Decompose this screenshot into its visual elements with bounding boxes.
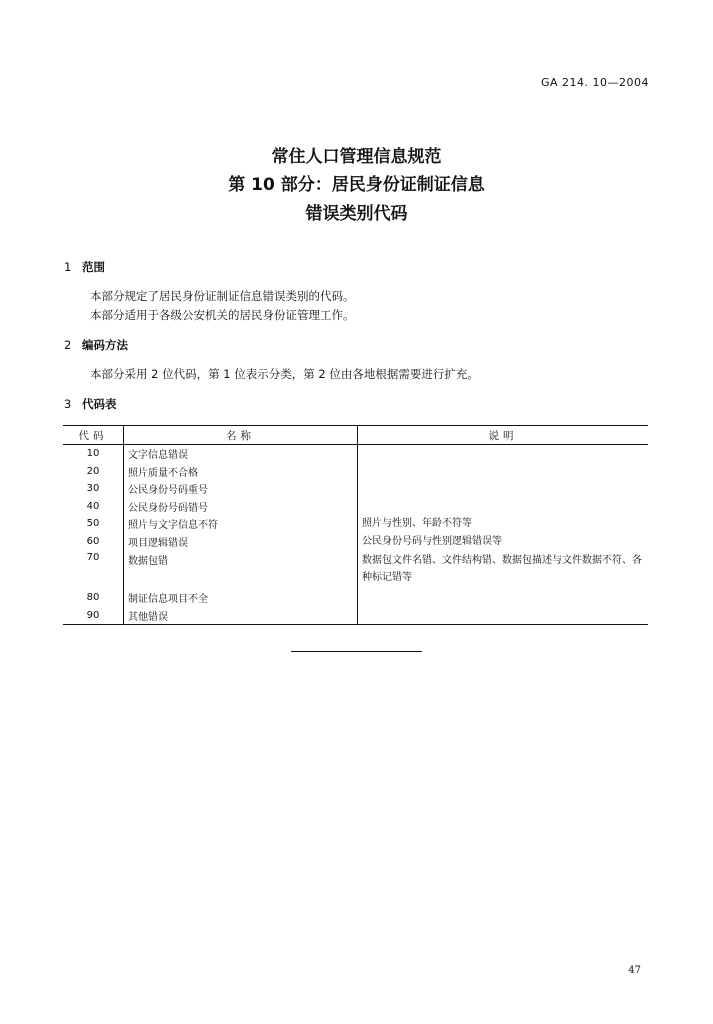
section-2-title: 编码方法: [82, 338, 128, 352]
section-2-number: 2: [64, 338, 72, 352]
header-name: 名称: [124, 426, 358, 445]
row-name: 数据包错: [124, 550, 358, 589]
row-desc: [358, 463, 649, 481]
row-desc: 公民身份号码与性别逻辑错误等: [362, 535, 502, 547]
table-row: [63, 498, 648, 516]
row-code: 30: [63, 480, 124, 498]
row-code: 20: [63, 463, 124, 481]
row-desc: [358, 480, 649, 498]
section-2-heading: [64, 337, 128, 353]
scope-paragraph-2: 本部分适用于各级公安机关的居民身份证管理工作。: [90, 308, 355, 322]
table-row: [63, 515, 648, 533]
row-name: 文字信息错误: [124, 445, 358, 463]
row-desc: 照片与性别、年龄不符等: [362, 518, 472, 530]
row-code: 50: [63, 515, 124, 533]
table-header-row: [63, 426, 648, 445]
header-code: 代码: [63, 426, 124, 445]
coding-paragraph: 本部分采用 2 位代码，第 1 位表示分类，第 2 位由各地根据需要进行扩充。: [90, 367, 479, 381]
table-row: [63, 480, 648, 498]
row-code: 10: [63, 445, 124, 463]
title-line-3: 错误类别代码: [305, 204, 408, 224]
row-desc: [358, 589, 649, 607]
section-3-heading: [64, 396, 117, 412]
code-table: [63, 425, 648, 625]
section-3-number: 3: [64, 397, 72, 411]
end-rule: [291, 651, 422, 652]
row-code: 70: [63, 550, 124, 589]
table-row: [63, 445, 648, 463]
row-desc: 数据包文件名错、文件结构错、数据包描述与文件数据不符、各种标记错等: [362, 555, 642, 583]
standard-number: GA 214. 10—2004: [540, 76, 649, 89]
row-name: 项目逻辑错误: [124, 533, 358, 551]
title-line-2: 第 10 部分：居民身份证制证信息: [228, 175, 485, 195]
title-line-1: 常住人口管理信息规范: [271, 147, 442, 167]
row-desc: [358, 607, 649, 625]
row-name: 其他错误: [124, 607, 358, 625]
table-row: [63, 550, 648, 589]
scope-paragraph-1: 本部分规定了居民身份证制证信息错误类别的代码。: [90, 289, 355, 303]
table-row: [63, 589, 648, 607]
table-row: [63, 607, 648, 625]
section-1-number: 1: [64, 260, 72, 274]
section-1-title: 范围: [82, 260, 105, 274]
section-1-heading: [64, 259, 105, 275]
header-desc: 说明: [358, 426, 649, 445]
row-name: 制证信息项目不全: [124, 589, 358, 607]
row-name: 公民身份号码重号: [124, 480, 358, 498]
table-row: [63, 463, 648, 481]
row-code: 80: [63, 589, 124, 607]
row-code: 40: [63, 498, 124, 516]
row-name: 公民身份号码错号: [124, 498, 358, 516]
row-name: 照片质量不合格: [124, 463, 358, 481]
page-number: 47: [628, 965, 641, 976]
row-name: 照片与文字信息不符: [124, 515, 358, 533]
row-code: 90: [63, 607, 124, 625]
table-row: [63, 533, 648, 551]
row-desc: [358, 498, 649, 516]
row-code: 60: [63, 533, 124, 551]
section-3-title: 代码表: [82, 397, 117, 411]
row-desc: [358, 445, 649, 463]
